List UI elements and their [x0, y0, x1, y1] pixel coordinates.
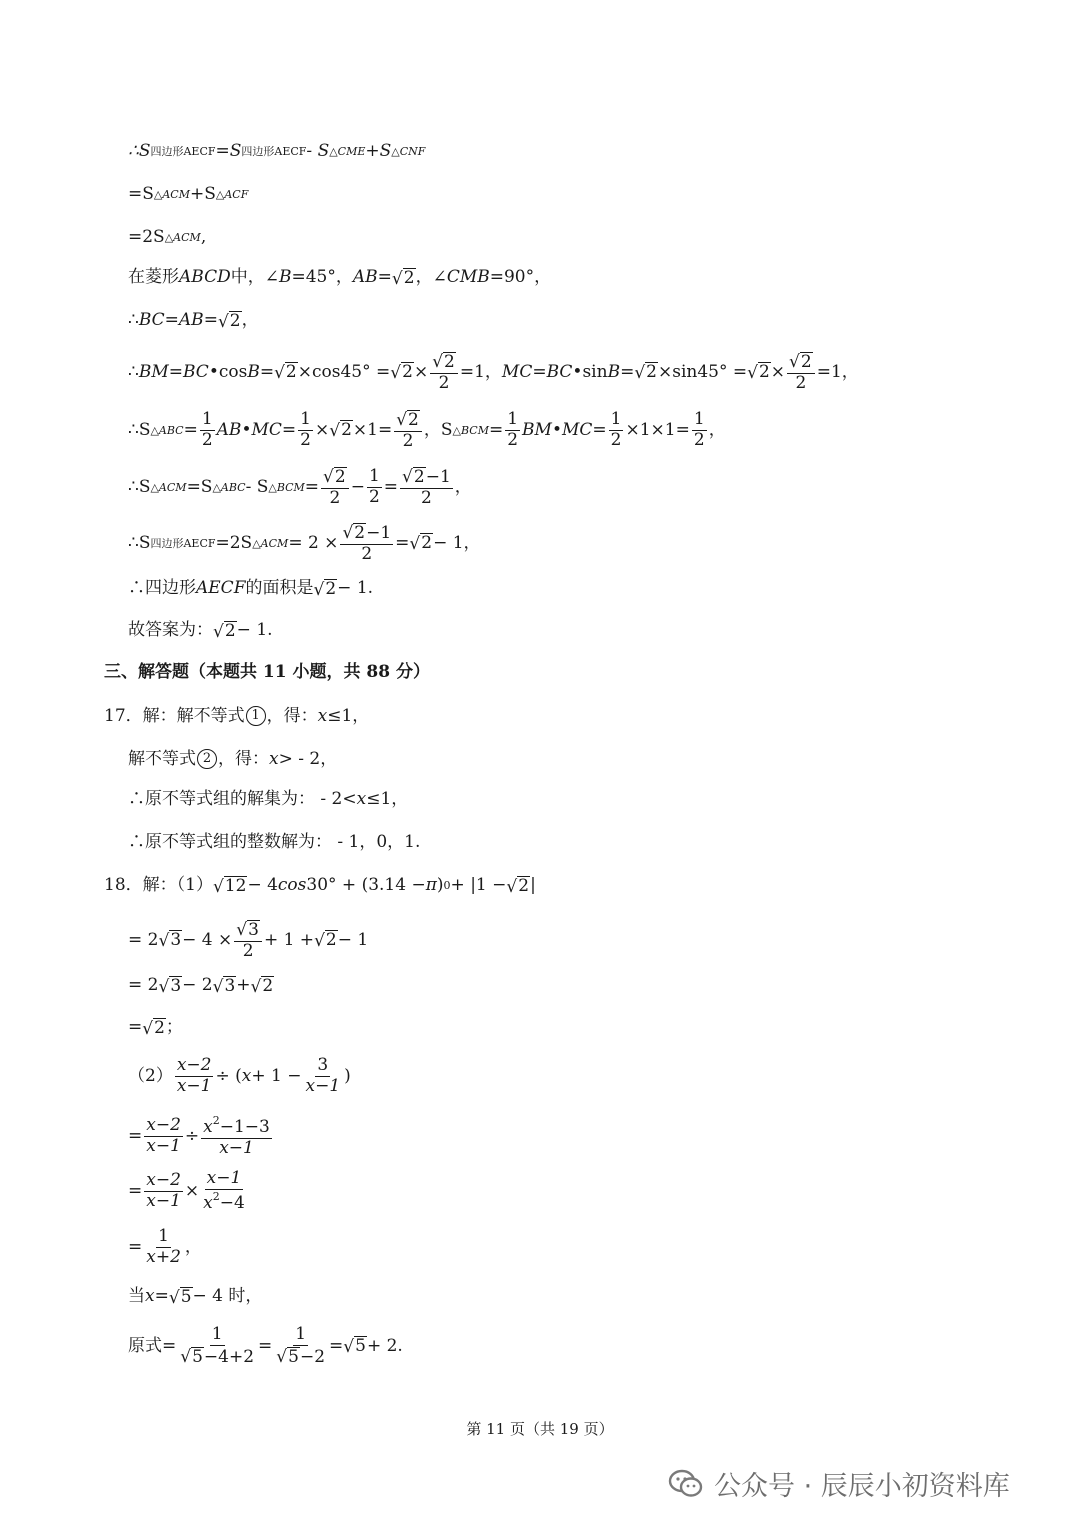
- line-4: 在菱形 ABCD 中，∠ B =45°， AB = √ 2 ，∠ CMB =90°，: [128, 267, 552, 289]
- line-2: =S △ACM +S △ACF: [128, 184, 249, 204]
- line-6: ∴ BM = BC •cos B = √ 2 ×cos45° = √ 2 × √ 2 2 =1， MC = BC •sin B = √ 2 ×sin45° = √ 2 × √ 2 2 =1，: [128, 351, 859, 393]
- circled-number-icon: 2: [197, 749, 217, 769]
- watermark-text: 公众号 · 辰辰小初资料库: [714, 1471, 1010, 1502]
- q18-line-5: （2） $\frac{x-2}{x-1}$ ÷ ( x + 1 − $\frac{3}{x-1}$ ): [128, 1055, 351, 1096]
- q18-line-10: 原式= 1 √ 5 −4+2 = 1 √ 5 −2 = √ 5 + 2.: [128, 1324, 403, 1367]
- q18-line-7: = $\frac{x-2}{x-1}$ × $\frac{x-1}{x^2-4}$: [128, 1168, 245, 1213]
- line-9: ∴S 四边形AECF =2S △ACM = 2 × √ 2 −1 2 = √ 2 − 1，: [128, 522, 481, 564]
- q18-line-4: = √ 2 ；: [128, 1017, 183, 1039]
- q18-line-1: 18．解：（1） √ 12 − 4 cos 30° + (3.14 − π ) 0 + |1 − √ 2 |: [104, 875, 536, 897]
- line-1: ∴S 四边形AECF =S 四边形AECF - S △CME +S △CNF: [128, 141, 426, 161]
- line-11: 故答案为： √ 2 − 1.: [128, 620, 273, 642]
- q17-line-3: ∴原不等式组的解集为： - 2< x ≤1，: [128, 789, 409, 809]
- line-8: ∴S △ACM =S △ABC - S △BCM = √ 2 2 − $\frac{1}{2}$ = √ 2 −1 2 ，: [128, 465, 472, 508]
- q17-line-1: 17．解：解不等式 1 ，得： x ≤1，: [104, 705, 370, 726]
- q17-line-4: ∴原不等式组的整数解为： - 1，0，1.: [128, 832, 421, 852]
- line-7: ∴S △ABC = $\frac{1}{2}$ AB • MC = $\frac{1}{2}$ × √ 2 ×1= √ 2 2 ，S △BCM = $\frac{1}{2}$ BM • MC = $\frac{1}{2}$ ×1×1= $\frac{1}{2}$ ，: [128, 408, 726, 451]
- q18-line-6: = $\frac{x-2}{x-1}$ ÷ $\frac{x^2-1-3}{x-1}$: [128, 1114, 270, 1158]
- line-10: ∴四边形 AECF 的面积是 √ 2 − 1.: [128, 578, 374, 600]
- circled-number-icon: 1: [246, 706, 266, 726]
- q18-line-8: = $\frac{1}{x+2}$ ，: [128, 1226, 202, 1267]
- q17-line-2: 解不等式 2 ，得： x > - 2，: [128, 748, 338, 769]
- watermark: [668, 1464, 1010, 1503]
- q18-line-2: = 2 √ 3 − 4 × √ 3 2 + 1 + √ 2 − 1: [128, 919, 369, 961]
- line-3: =2S △ACM ,: [128, 227, 207, 247]
- line-5: ∴ BC = AB = √ 2 ，: [128, 310, 259, 332]
- q18-line-3: = 2 √ 3 − 2 √ 3 + √ 2: [128, 975, 274, 997]
- q18-line-9: 当 x = √ 5 − 4 时，: [128, 1286, 263, 1308]
- wechat-icon: [668, 1469, 704, 1499]
- page-footer: 第 11 页（共 19 页）: [466, 1420, 614, 1438]
- section-heading: 三、解答题（本题共 11 小题，共 88 分）: [104, 662, 430, 682]
- sqrt-symbol: √ 2: [391, 268, 415, 289]
